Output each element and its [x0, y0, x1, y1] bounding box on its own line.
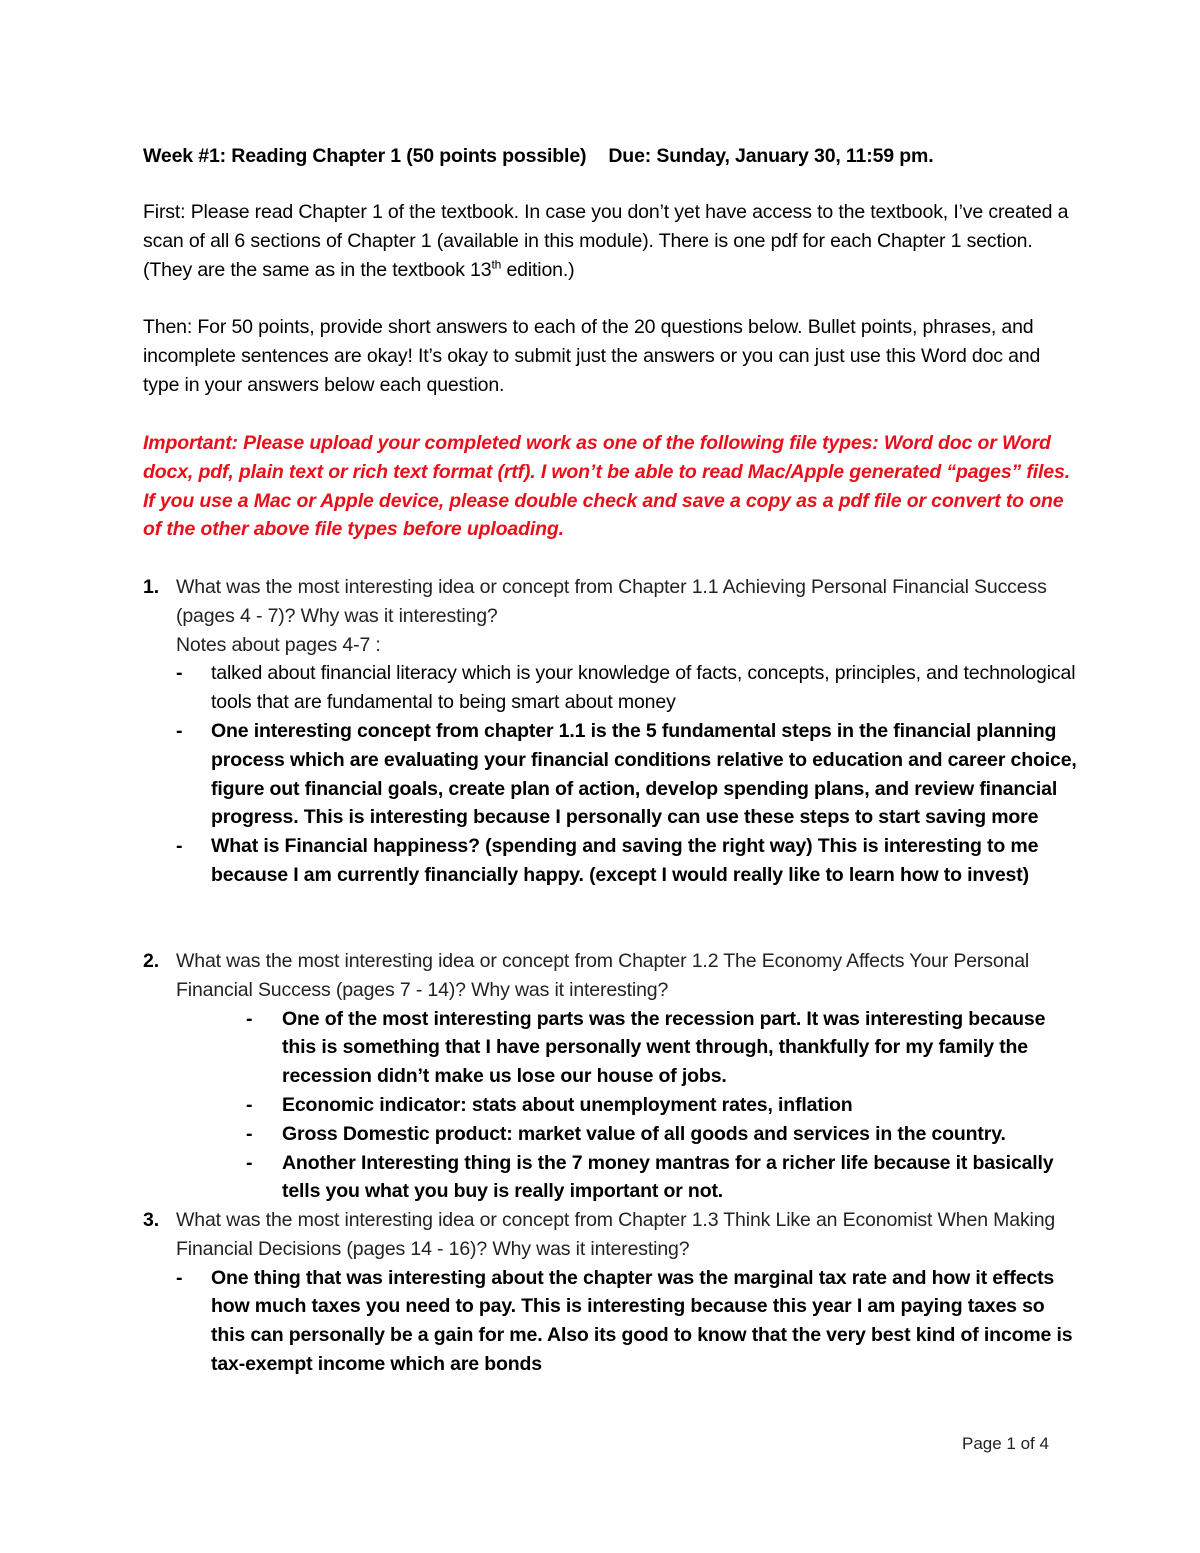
page-number: Page 1 of 4 [962, 1434, 1049, 1453]
question-text: What was the most interesting idea or concept from Chapter 1.3 Think Like an Economist When Making Financial Decisions (pages 14 - 16)? Why was it interesting? [176, 1209, 1056, 1260]
important-notice: Important: Please upload your completed work as one of the following file types: Word doc or Word docx, pdf, plain text or rich text format (rtf). I won’t be able to read Mac/Apple generated “pages” files. If you use a Mac or Apple device, please double check and save a copy as a pdf file or convert to one of the other above file types before uploading. [143, 432, 1070, 541]
bullet-dash: - [176, 662, 183, 685]
answer-bullet [143, 1264, 1078, 1379]
intro-first-text: First: Please read Chapter 1 of the textbook. In case you don’t yet have access to the textbook, I’ve created a scan of all 6 sections of Chapter 1 (available in this module). There is one pdf for each Chapter 1 section. (They are the same as in the textbook 13 [143, 201, 1069, 281]
bullet-text: One thing that was interesting about the chapter was the marginal tax rate and how it effects how much taxes you need to pay. This is interesting because this year I am paying taxes so this can personally be a gain for me. Also its good to know that the very best kind of income is tax-exempt income which are bonds [211, 1266, 1073, 1375]
question-number: 3. [143, 1209, 159, 1231]
question-text: What was the most interesting idea or concept from Chapter 1.2 The Economy Affects Your Personal Financial Success (pages 7 - 14)? Why was it interesting? [176, 950, 1030, 1001]
answer-bullet [143, 1149, 1078, 1207]
answer-bullet [143, 1091, 1078, 1120]
question-note: Notes about pages 4-7 : [176, 633, 381, 656]
question-2 [143, 947, 1078, 1206]
question-number: 2. [143, 950, 159, 972]
bullet-text: What is Financial happiness? (spending and saving the right way) This is interesting to me because I am currently financially happy. (except I would really like to learn how to invest) [211, 835, 1039, 886]
answer-bullet [143, 832, 1078, 890]
answer-bullet [143, 659, 1078, 717]
bullet-dash: - [246, 1122, 253, 1145]
bullet-dash: - [176, 1266, 183, 1289]
question-3 [143, 1206, 1078, 1379]
bullet-dash: - [246, 1093, 253, 1116]
bullet-dash: - [246, 1007, 253, 1030]
intro-then-paragraph: Then: For 50 points, provide short answers to each of the 20 questions below. Bullet points, phrases, and incomplete sentences are okay! It’s okay to submit just the answers or you can just use this Word doc and type in your answers below each question. [143, 316, 1041, 396]
title-text: Week #1: Reading Chapter 1 (50 points possible) [143, 145, 587, 167]
bullet-text: Another Interesting thing is the 7 money mantras for a richer life because it basically tells you what you buy is really important or not. [282, 1151, 1054, 1203]
question-number: 1. [143, 576, 159, 598]
bullet-text: talked about financial literacy which is your knowledge of facts, concepts, principles, and technological tools that are fundamental to being smart about money [211, 662, 1076, 714]
intro-first-paragraph [143, 198, 1078, 284]
bullet-dash: - [176, 835, 183, 858]
question-text: What was the most interesting idea or concept from Chapter 1.1 Achieving Personal Financial Success (pages 4 - 7)? Why was it interesting? [176, 576, 1047, 627]
assignment-title [143, 142, 1103, 171]
bullet-text: One interesting concept from chapter 1.1 is the 5 fundamental steps in the financial planning process which are evaluating your financial conditions relative to education and career choice, figure out financial goals, create plan of action, develop spending plans, and review financial progress. This is interesting because I personally can use these steps to start saving more [211, 719, 1077, 829]
bullet-text: Gross Domestic product: market value of all goods and services in the country. [282, 1122, 1006, 1145]
answer-bullet [143, 717, 1078, 832]
question-1 [143, 573, 1078, 890]
answer-bullet [143, 1005, 1078, 1091]
due-date: Due: Sunday, January 30, 11:59 pm. [608, 145, 934, 167]
bullet-dash: - [176, 719, 183, 742]
answer-bullet [143, 1120, 1078, 1149]
bullet-text: One of the most interesting parts was the recession part. It was interesting because this is something that I have personally went through, thankfully for my family the recession didn’t make us lose our house of jobs. [282, 1007, 1046, 1088]
intro-first-text-end: edition.) [501, 258, 575, 281]
bullet-dash: - [246, 1151, 253, 1174]
edition-superscript: th [491, 257, 502, 272]
bullet-text: Economic indicator: stats about unemployment rates, inflation [282, 1093, 853, 1116]
